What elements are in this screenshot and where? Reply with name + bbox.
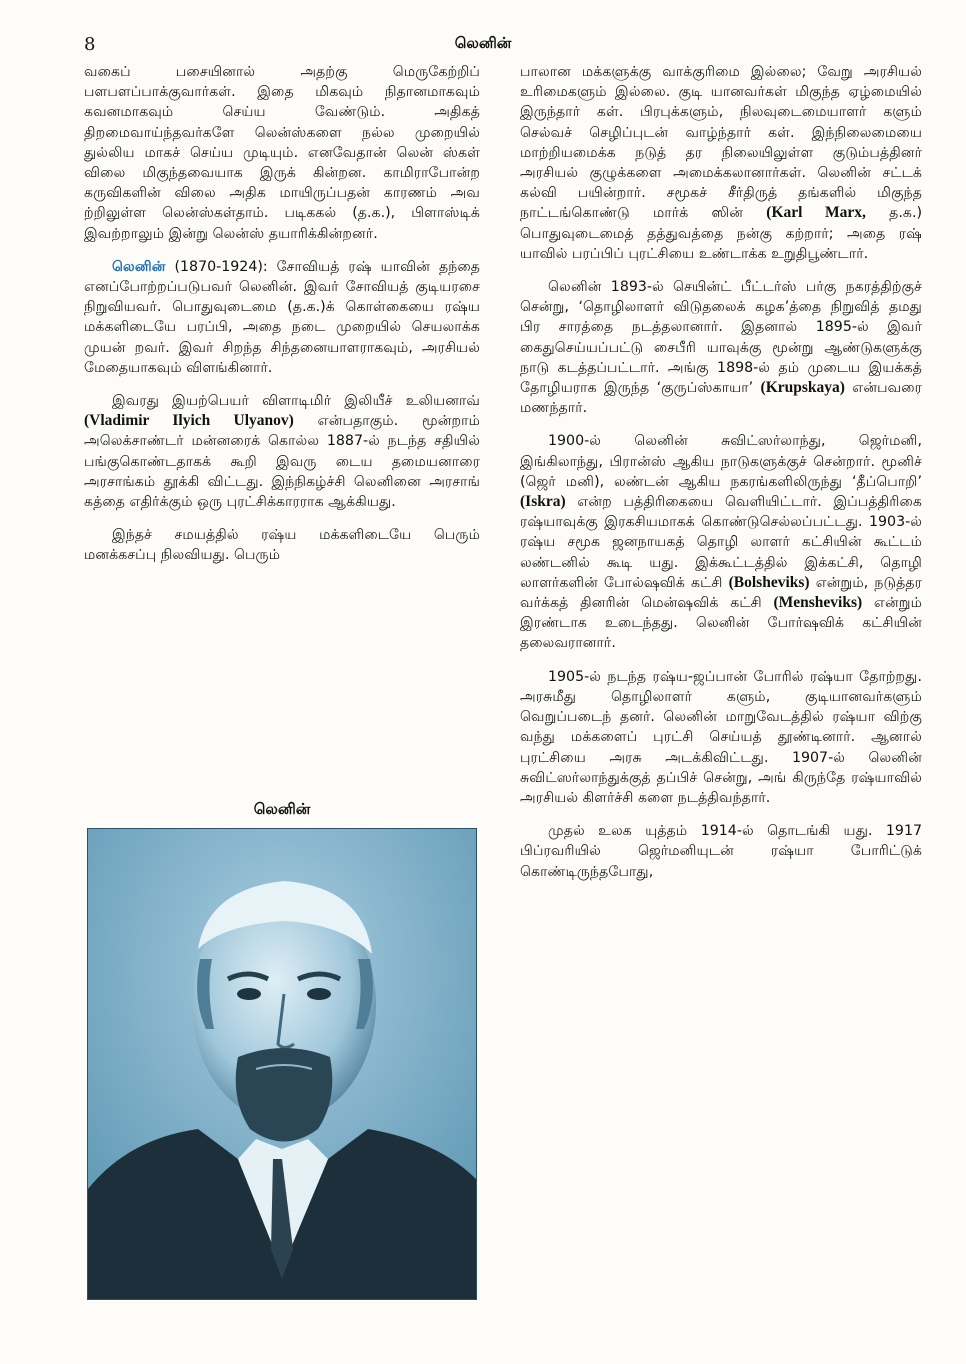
right-column bbox=[520, 62, 922, 895]
english-term: (Krupskaya) bbox=[760, 379, 845, 397]
figure bbox=[84, 800, 480, 1300]
left-column bbox=[84, 62, 480, 579]
english-term: (Iskra) bbox=[520, 493, 566, 511]
paragraph bbox=[84, 391, 480, 512]
paragraph: வகைப் பசையினால் அதற்கு மெருகேற்றிப் பளபளப்பாக்குவார்கள். இதை மிகவும் நிதானமாகவும் கவனமாகவும் செய்ய வேண்டும். அதிகத் திறமைவாய்ந்தவர்களே லென்ஸ்களை நல்ல முறையில் துல்லிய மாகச் செய்ய முடியும். எனவேதான் லென் ஸ்கள் விலை மிகுந்தவையாக இருக் கின்றன. காமிராபோன்ற கருவிகளின் விலை அதிக மாயிருப்பதன் காரணம் அவ ற்றிலுள்ள லென்ஸ்கள்தாம். படிககல் (த.க.), பிளாஸ்டிக் இவற்றாலும் இன்று லென்ஸ் தயாரிக்கின்றனர். bbox=[84, 64, 480, 242]
text-run: என்பதாகும். மூன்றாம் அலெக்சாண்டர் மன்னரைக் கொல்ல 1887-ல் நடந்த சதியில் பங்குகொண்டதாகக் கூறி இவரு டைய தமையனாரை அரசாங்கம் தூக்கி விட்டது. இந்நிகழ்ச்சி லெனினை அரசாங் கத்தை எதிர்க்கும் ஒரு புரட்சிக்காரராக ஆக்கியது. bbox=[84, 413, 480, 511]
page-number: 8 bbox=[84, 34, 96, 55]
paragraph bbox=[520, 277, 922, 418]
figure-caption: லெனின் bbox=[253, 800, 311, 818]
english-term: (Vladimir Ilyich Ulyanov) bbox=[84, 412, 294, 430]
portrait-photo bbox=[87, 828, 477, 1300]
text-run: என்பவரை மணந்தார். bbox=[520, 380, 922, 417]
paragraph: 1905-ல் நடந்த ரஷ்ய-ஜப்பான் போரில் ரஷ்யா தோற்றது. அரசுமீது தொழிலாளர் களும், குடியானவர்களும் வெறுப்படைந் தனர். லெனின் மாறுவேடத்தில் ரஷ்யா விற்கு வந்து மக்களைப் புரட்சி செய்யத் தூண்டினார். ஆனால் புரட்சியை அரசு அடக்கிவிட்டது. 1907-ல் லெனின் சுவிட்ஸர்லாந்துக்குத் தப்பிச் சென்று, அங் கிருந்தே ரஷ்யாவில் அரசியல் கிளர்ச்சி களை நடத்திவந்தார். bbox=[520, 668, 922, 806]
entry-heading: லெனின் bbox=[112, 258, 166, 275]
portrait-illustration bbox=[88, 829, 476, 1299]
text-run: இவரது இயற்பெயர் விளாடிமிர் இலியீச் உலியனாவ் bbox=[112, 393, 480, 410]
text-run: என்ற பத்திரிகையை வெளியிட்டார். இப்பத்திரிகை ரஷ்யாவுக்கு இரகசியமாகக் கொண்டுசெல்லப்பட்டது. 1903-ல் ரஷ்ய சமூக ஜனநாயகத் தொழி லாளர் கட்சியின் கூட்டம் லண்டனில் கூடி யது. இக்கூட்டத்தில் இக்கட்சி, தொழி லாளர்களின் போல்ஷவிக் கட்சி bbox=[520, 494, 922, 591]
text-run: என்றும், நடுத்தர வர்க்கத் தினரின் மென்ஷவிக் கட்சி bbox=[520, 574, 922, 612]
entry-text: (1870-1924): சோவியத் ரஷ் யாவின் தந்தை எனப்போற்றப்படுபவர் லெனின். இவர் சோவியத் குடியரசை நிறுவியவர். பொதுவுடைமை (த.க.)க் கொள்கையை ரஷ்ய மக்களிடையே பரப்பி, அதை நடை முறையில் செயலாக்க முயன் றவர். இவர் சிறந்த சிந்தனையாளராகவும், அரசியல் மேதையாகவும் விளங்கினார். bbox=[84, 258, 480, 376]
text-run: லெனின் 1893-ல் செயின்ட் பீட்டர்ஸ் பர்கு நகரத்திற்குச் சென்று, ‘தொழிலாளர் விடுதலைக் கழக’த்தை நிறுவித் தமது பிர சாரத்தை நடத்தலானார். இதனால் 1895-ல் இவர் கைதுசெய்யப்பட்டு சைபீரி யாவுக்கு மூன்று ஆண்டுகளுக்கு நாடு கடத்தப்பட்டார். அங்கு 1898-ல் தம் முடைய இயக்கத் தோழியராக இருந்த ‘குருப்ஸ்காயா’ bbox=[520, 279, 922, 397]
text-run: பாலான மக்களுக்கு வாக்குரிமை இல்லை; வேறு அரசியல் உரிமைகளும் இல்லை. குடி யானவர்கள் மிகுந்த ஏழ்மையில் இருந்தார் கள். பிரபுக்களும், நிலவுடைமையாளர் களும் செல்வச் செழிப்புடன் வாழ்ந்தார் கள். இந்நிலைமையை மாற்றியமைக்க நடுத் தர நிலையிலுள்ள குடும்பத்தினர் அரசியல் குழுக்களை அமைக்கலானார்கள். லெனின் சட்டக் கல்வி பயின்றார். சமூகச் சீர்திருத் தங்களில் மிகுந்த நாட்டங்கொண்டு மார்க் ஸின் bbox=[520, 64, 922, 222]
text-run: த.க.) பொதுவுடைமைத் தத்துவத்தை நன்கு கற்றார்; அதை ரஷ் யாவில் பரப்பிப் புரட்சியை உண்டாக்க உறுதிபூண்டார். bbox=[520, 205, 922, 262]
text-run: 1900-ல் லெனின் சுவிட்ஸர்லாந்து, ஜெர்மனி, இங்கிலாந்து, பிரான்ஸ் ஆகிய நாடுகளுக்குச் சென்றார். மூனிச் (ஜெர் மனி), லண்டன் ஆகிய நகரங்களிலிருந்து ‘தீப்பொறி’ bbox=[520, 433, 922, 490]
paragraph bbox=[520, 431, 922, 653]
paragraph-entry-start bbox=[84, 257, 480, 378]
text-run: என்றும் இரண்டாக உடைந்தது. லெனின் போர்ஷவிக் கட்சியின் தலைவரானார். bbox=[520, 595, 922, 652]
english-term: (Bolsheviks) bbox=[728, 573, 810, 591]
paragraph bbox=[520, 62, 922, 264]
english-term: (Mensheviks) bbox=[773, 594, 863, 612]
paragraph: முதல் உலக யுத்தம் 1914-ல் தொடங்கி யது. 1917 பிப்ரவரியில் ஜெர்மனியுடன் ரஷ்யா போரிட்டுக் கொண்டிருந்தபோது, bbox=[520, 823, 922, 880]
paragraph: இந்தச் சமயத்தில் ரஷ்ய மக்களிடையே பெரும் மனக்கசப்பு நிலவியது. பெரும் bbox=[84, 527, 480, 564]
english-term: (Karl Marx, bbox=[766, 204, 866, 222]
running-title: லெனின் bbox=[454, 34, 512, 52]
